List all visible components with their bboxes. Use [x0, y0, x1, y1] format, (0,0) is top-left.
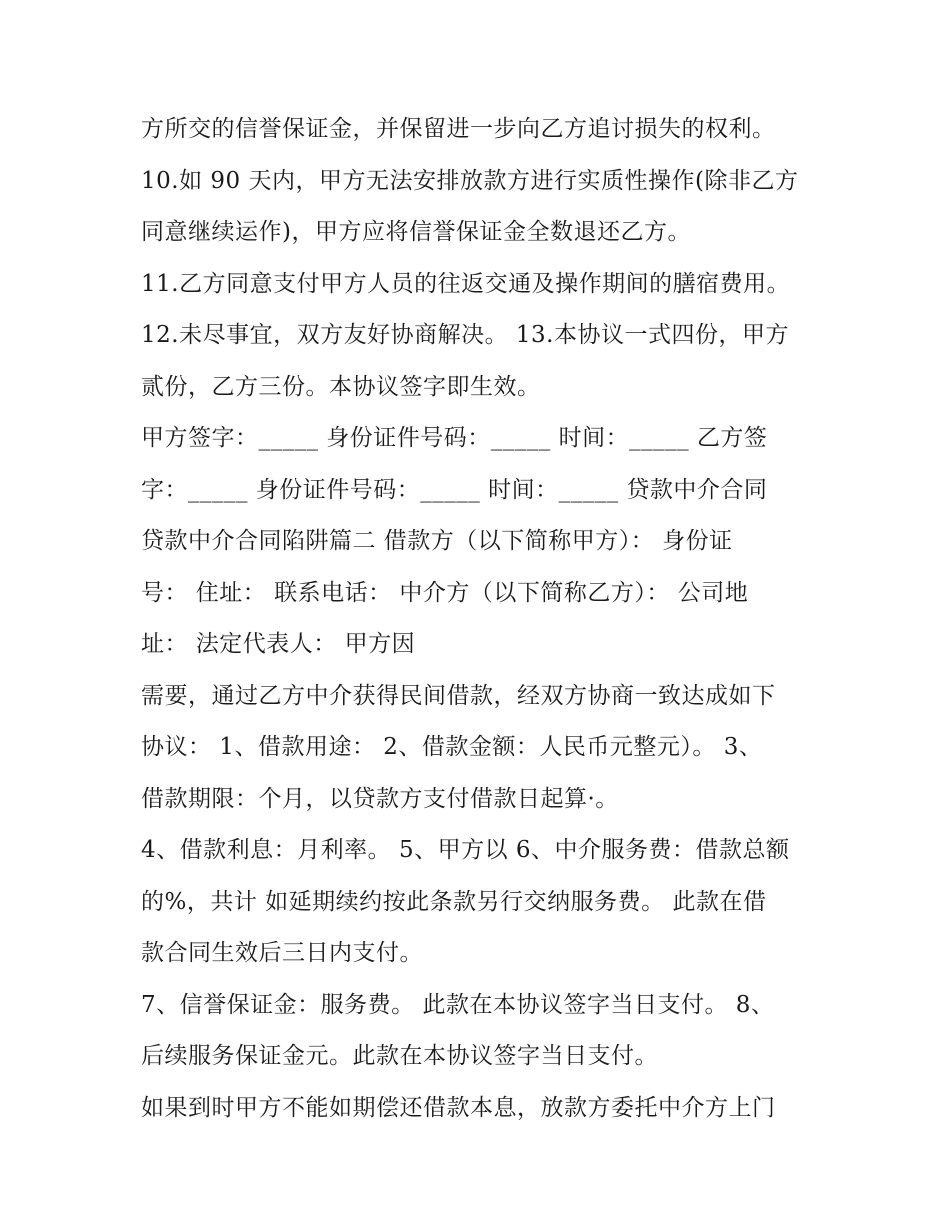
text-line: 协议： 1、借款用途： 2、借款金额：人民币元整元）。 3、	[141, 734, 763, 760]
text-line: 的%，共计 如延期续约按此条款另行交纳服务费。 此款在借	[141, 888, 767, 915]
text-line: 贰份，乙方三份。本协议签字即生效。	[141, 373, 541, 400]
text-line: 7、信誉保证金：服务费。 此款在本协议签字当日支付。 8、	[141, 991, 775, 1018]
signature-line: 字：_____ 身份证件号码：_____ 时间：_____ 贷款中介合同	[141, 476, 768, 503]
text-line: 4、借款利息：月利率。 5、甲方以 6、中介服务费：借款总额	[141, 837, 790, 863]
text-line: 款合同生效后三日内支付。	[141, 940, 423, 966]
text-line: 如果到时甲方不能如期偿还借款本息，放款方委托中介方上门	[141, 1094, 776, 1121]
text-line: 11.乙方同意支付甲方人员的往返交通及操作期间的膳宿费用。	[141, 270, 791, 297]
text-line: 后续服务保证金元。此款在本协议签字当日支付。	[141, 1043, 658, 1069]
contract-text	[141, 104, 841, 1134]
text-line: 同意继续运作)，甲方应将信誉保证金全数退还乙方。	[141, 219, 691, 245]
text-line: 12.未尽事宜，双方友好协商解决。 13.本协议一式四份，甲方	[141, 322, 789, 348]
signature-line: 甲方签字：_____ 身份证件号码：_____ 时间：_____ 乙方签	[141, 425, 768, 451]
text-line: 贷款中介合同陷阱篇二 借款方（以下简称甲方）： 身份证	[141, 528, 733, 554]
text-line: 址： 法定代表人： 甲方因	[141, 631, 416, 657]
text-line: 10.如 90 天内，甲方无法安排放款方进行实质性操作(除非乙方	[141, 167, 799, 194]
text-line: 方所交的信誉保证金，并保留进一步向乙方追讨损失的权利。	[141, 116, 776, 142]
text-line: 需要，通过乙方中介获得民间借款，经双方协商一致达成如下	[141, 682, 776, 709]
text-line: 借款期限：个月，以贷款方支付借款日起算·。	[141, 785, 619, 812]
text-line: 号： 住址： 联系电话： 中介方（以下简称乙方）： 公司地	[141, 579, 749, 606]
